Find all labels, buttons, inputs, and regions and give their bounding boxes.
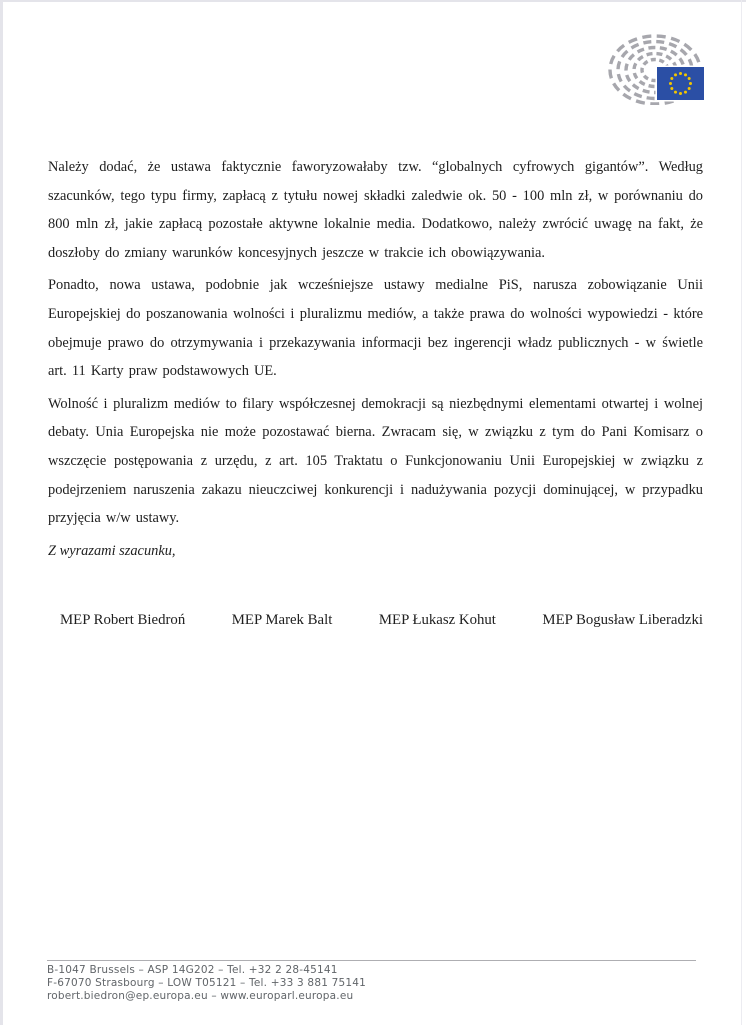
- page-edge-top: [0, 0, 746, 2]
- closing-salutation: Z wyrazami szacunku,: [48, 542, 176, 559]
- page-edge-left: [0, 0, 3, 1025]
- signatory-marek-balt: MEP Marek Balt: [231, 612, 333, 629]
- signatory-robert-biedron: MEP Robert Biedroń: [60, 612, 186, 629]
- paragraph-law-favors-giants: Należy dodać, że ustawa faktycznie faworyzowałaby tzw. “globalnych cyfrowych gigantów”. Według szacunków, tego typu firmy, zapłacą z tytułu nowej składki zaledwie ok. 50 - 100 mln zł, w porównaniu do 800 mln zł, jakie zapłacą pozostałe aktywne lokalnie media. Dodatkowo, należy zwrócić uwagę na fakt, że doszłoby do zmiany warunków koncesyjnych jeszcze w trakcie ich obowiązywania.: [48, 159, 703, 261]
- paragraph-eu-obligations: Ponadto, nowa ustawa, podobnie jak wcześniejsze ustawy medialne PiS, narusza zobowiązanie Unii Europejskiej do poszanowania wolności i pluralizmu mediów, a także prawa do wolności wypowiedzi - które obejmuje prawo do otrzymywania i przekazywania informacji bez ingerencji władz publicznych - w świetle art. 11 Karty praw podstawowych UE.: [48, 277, 703, 380]
- footer-address-brussels: B-1047 Brussels – ASP 14G202 – Tel. +32 2 28-45141: [47, 964, 338, 976]
- signature-row: [60, 612, 703, 629]
- european-parliament-logo: [603, 33, 715, 105]
- footer-address-strasbourg: F-67070 Strasbourg – LOW T05121 – Tel. +33 3 881 75141: [47, 976, 367, 989]
- letterhead-footer: [47, 960, 697, 1002]
- eu-flag-icon: [656, 66, 706, 102]
- signatory-boguslaw-liberadzki: MEP Bogusław Liberadzki: [542, 612, 703, 629]
- footer-divider: [47, 960, 696, 961]
- signatory-lukasz-kohut: MEP Łukasz Kohut: [378, 612, 496, 629]
- page-edge-right: [741, 0, 742, 1025]
- letter-body: [48, 153, 703, 629]
- paragraph-request-to-commissioner: Wolność i pluralizm mediów to filary współczesnej demokracji są niezbędnymi elementami otwartej i wolnej debaty. Unia Europejska nie może pozostawać bierna. Zwracam się, w związku z tym do Pani Komisarz o wszczęcie postępowania z urzędu, z art. 105 Traktatu o Funkcjonowaniu Unii Europejskiej w związku z podejrzeniem naruszenia zakazu nieuczciwej konkurencji i nadużywania pozycji dominującej, w przypadku przyjęcia w/w ustawy.: [48, 395, 703, 527]
- footer-contact-links: robert.biedron@ep.europa.eu – www.europarl.europa.eu: [47, 989, 354, 1002]
